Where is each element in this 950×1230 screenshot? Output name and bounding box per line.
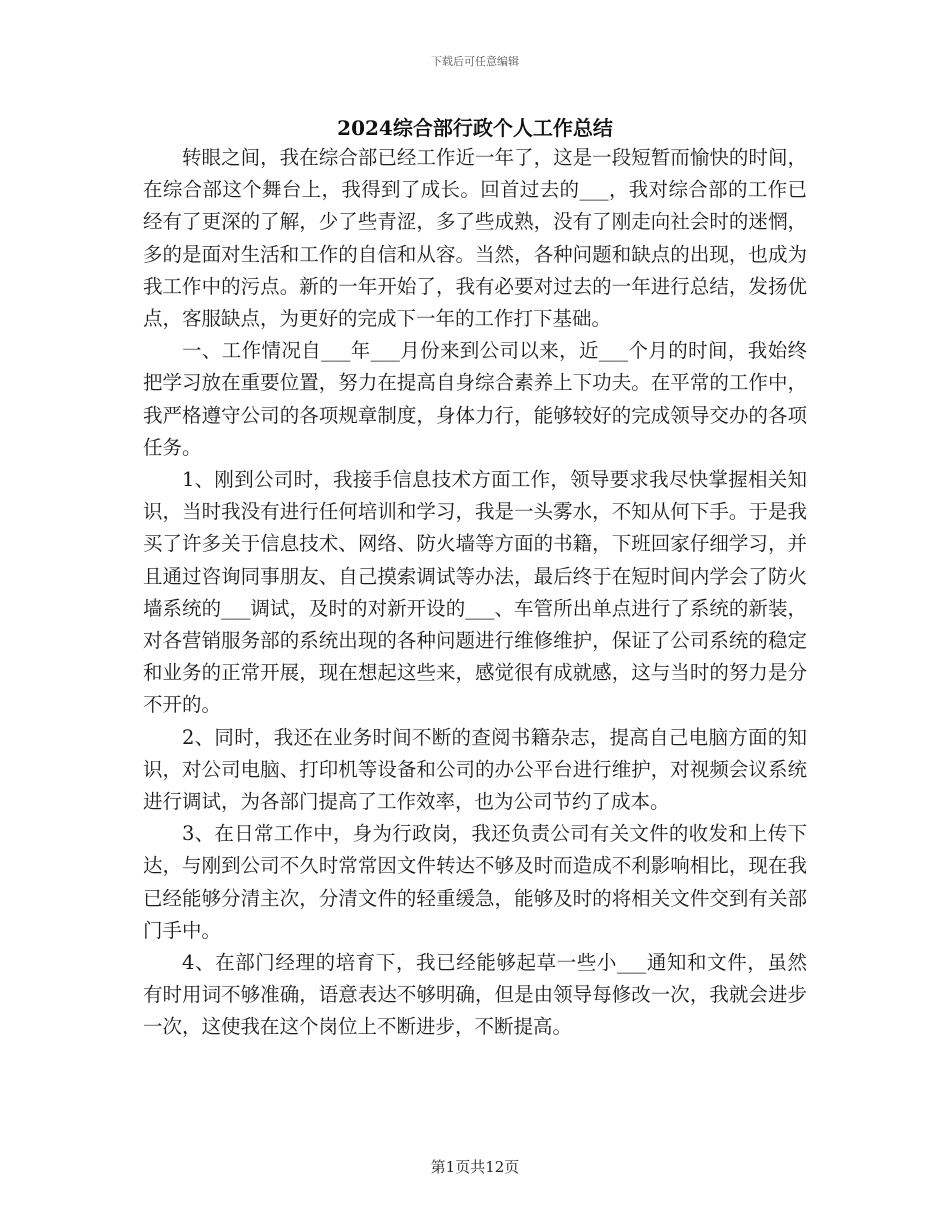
document-title: 2024综合部行政个人工作总结 <box>337 116 613 140</box>
header-note: 下载后可任意编辑 <box>431 55 519 68</box>
document-body <box>143 142 807 1044</box>
paragraph-item-4: 4、在部门经理的培育下，我已经能够起草一些小___通知和文件，虽然有时用词不够准确，语意表达不够明确，但是由领导每修改一次，我就会进步一次，这使我在这个岗位上不断进步，不断提高。 <box>143 951 807 1039</box>
page-number: 第1页共12页 <box>430 1158 520 1176</box>
paragraph-intro: 转眼之间，我在综合部已经工作近一年了，这是一段短暂而愉快的时间，在综合部这个舞台上，我得到了成长。回首过去的___，我对综合部的工作已经有了更深的了解，少了些青涩，多了些成熟，没有了刚走向社会时的迷惘，多的是面对生活和工作的自信和从容。当然，各种问题和缺点的出现，也成为我工作中的污点。新的一年开始了，我有必要对过去的一年进行总结，发扬优点，客服缺点，为更好的完成下一年的工作打下基础。 <box>143 146 807 331</box>
paragraph-item-1: 1、刚到公司时，我接手信息技术方面工作，领导要求我尽快掌握相关知识，当时我没有进行任何培训和学习，我是一头雾水，不知从何下手。于是我买了许多关于信息技术、网络、防火墙等方面的书籍，下班回家仔细学习，并且通过咨询同事朋友、自己摸索调试等办法，最后终于在短时间内学会了防火墙系统的___调试，及时的对新开设的___、车管所出单点进行了系统的新装，对各营销服务部的系统出现的各种问题进行维修维护，保证了公司系统的稳定和业务的正常开展，现在想起这些来，感觉很有成就感，这与当时的努力是分不开的。 <box>143 468 807 717</box>
paragraph-work-overview: 一、工作情况自___年___月份来到公司以来，近___个月的时间，我始终把学习放在重要位置，努力在提高自身综合素养上下功夫。在平常的工作中，我严格遵守公司的各项规章制度，身体力行，能够较好的完成领导交办的各项任务。 <box>143 339 807 459</box>
paragraph-item-2: 2、同时，我还在业务时间不断的查阅书籍杂志，提高自己电脑方面的知识，对公司电脑、打印机等设备和公司的办公平台进行维护，对视频会议系统进行调试，为各部门提高了工作效率，也为公司节约了成本。 <box>143 725 807 814</box>
paragraph-item-3: 3、在日常工作中，身为行政岗，我还负责公司有关文件的收发和上传下达，与刚到公司不久时常常因文件转达不够及时而造成不利影响相比，现在我已经能够分清主次，分清文件的轻重缓急，能够及时的将相关文件交到有关部门手中。 <box>143 822 807 942</box>
